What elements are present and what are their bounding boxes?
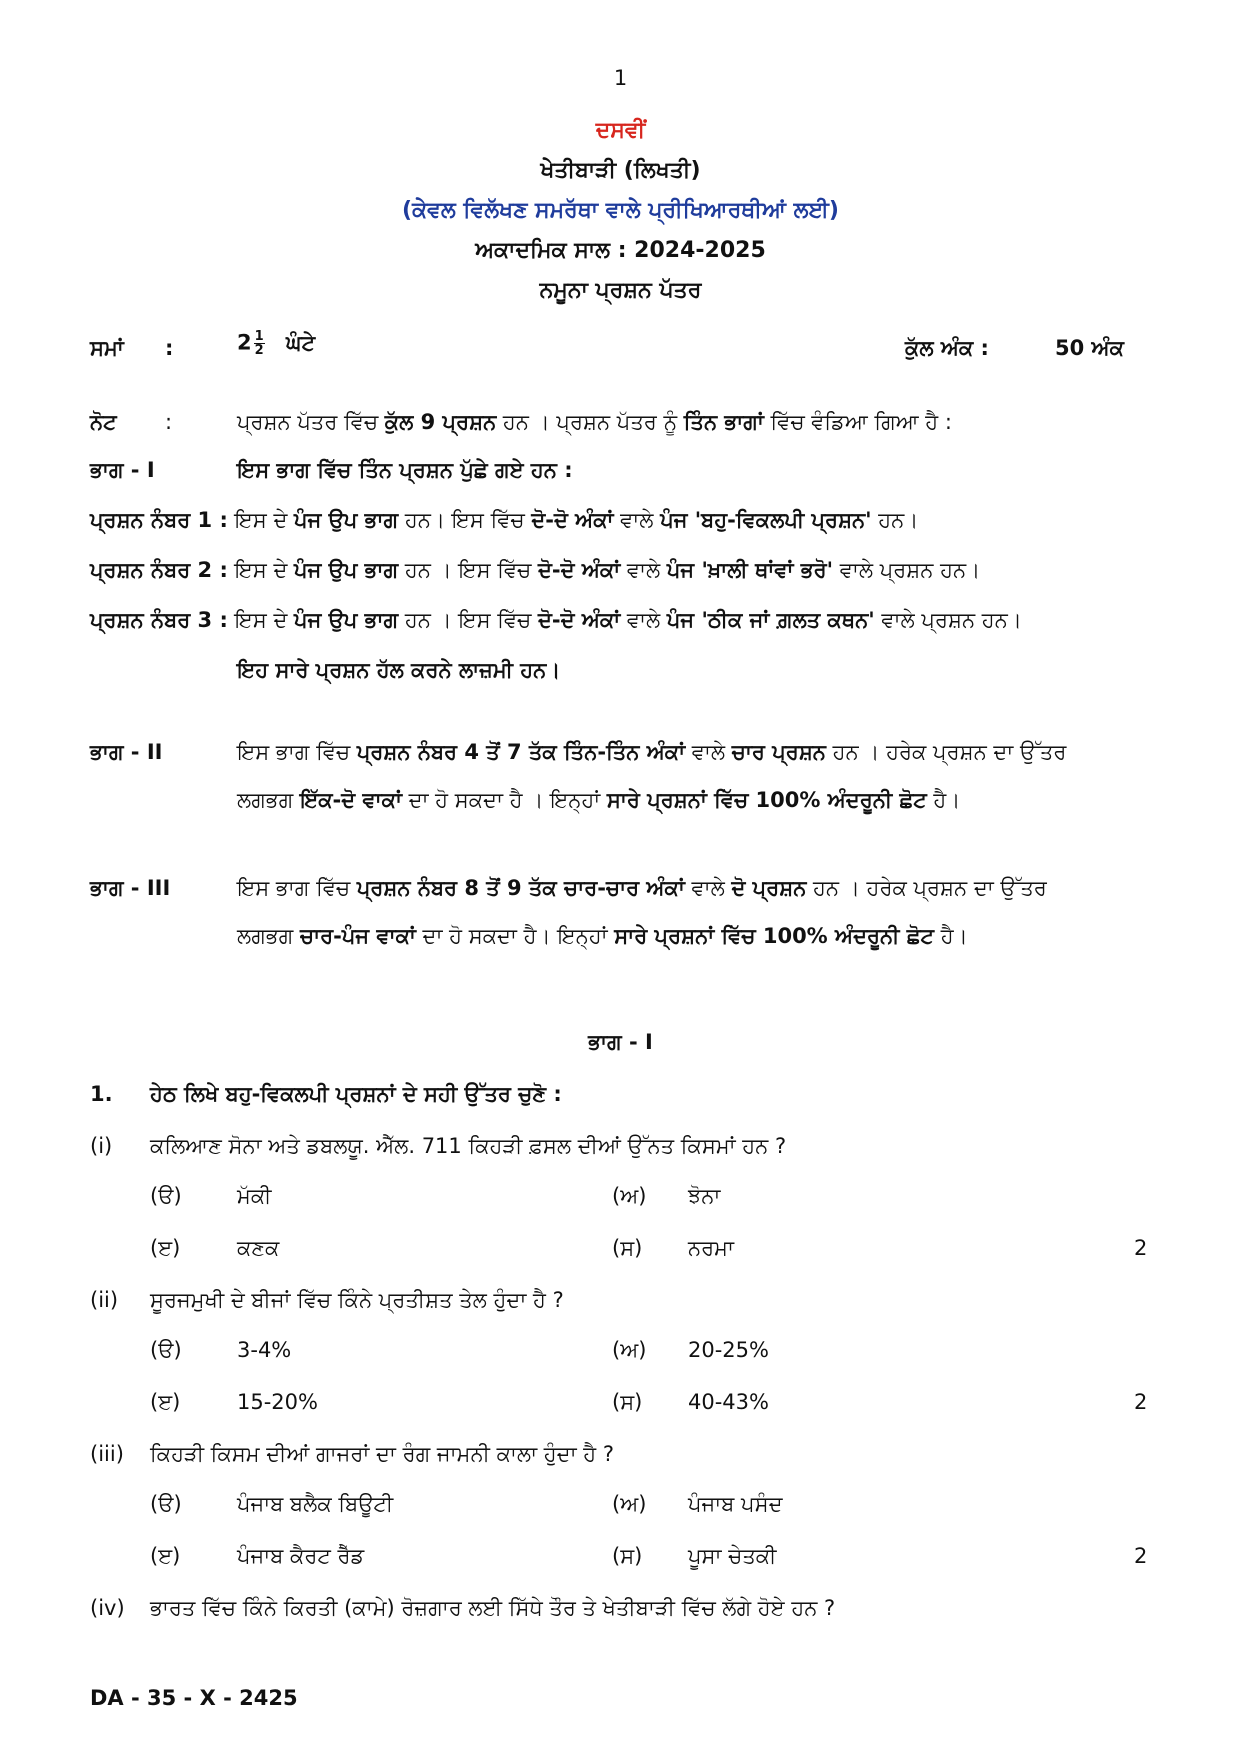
mcq-question: ਸੂਰਜਮੁਖੀ ਦੇ ਬੀਜਾਂ ਵਿੱਚ ਕਿੰਨੇ ਪ੍ਰਤੀਸ਼ਤ ਤੇਲ ਹੁੰਦਾ ਹੈ ? xyxy=(150,1288,564,1312)
p2-text: ਲਗਭਗ xyxy=(237,788,300,812)
p2-bold: ਪ੍ਰਸ਼ਨ ਨੰਬਰ 4 ਤੋਂ 7 ਤੱਕ ਤਿੰਨ-ਤਿੰਨ ਅੰਕਾਂ xyxy=(356,740,686,764)
q-line-text: ਵਾਲੇ ਪ੍ਰਸ਼ਨ ਹਨ। xyxy=(833,558,981,582)
section-heading: ਭਾਗ - I xyxy=(588,1030,653,1054)
q-line-bold: ਪੰਜ ਉਪ ਭਾਗ xyxy=(294,608,399,632)
q-line-bold: ਪੰਜ 'ਠੀਕ ਜਾਂ ਗ਼ਲਤ ਕਥਨ' xyxy=(666,608,875,632)
q-line-text: ਇਸ ਦੇ xyxy=(227,558,295,582)
mcq-question: ਕਿਹੜੀ ਕਿਸਮ ਦੀਆਂ ਗਾਜਰਾਂ ਦਾ ਰੰਗ ਜਾਮਨੀ ਕਾਲਾ ਹੁੰਦਾ ਹੈ ? xyxy=(150,1442,614,1466)
q-line-text: ਵਾਲੇ xyxy=(620,558,667,582)
q-line-bold: ਪੰਜ 'ਬਹੁ-ਵਿਕਲਪੀ ਪ੍ਰਸ਼ਨ' xyxy=(660,508,872,532)
p2-text: ਹਨ । ਹਰੇਕ ਪ੍ਰਸ਼ਨ ਦਾ ਉੱਤਰ xyxy=(825,740,1067,764)
p2-text: ਦਾ ਹੋ ਸਕਦਾ ਹੈ । ਇਨ੍ਹਾਂ xyxy=(401,788,607,812)
question-line-1 xyxy=(90,508,918,533)
time-whole: 2 xyxy=(237,330,252,355)
option-value: ਪੰਜਾਬ ਪਸੰਦ xyxy=(688,1492,783,1516)
p2-text: ਹੈ। xyxy=(926,788,961,812)
question-line-2 xyxy=(90,558,980,583)
p3-bold: ਦੋ ਪ੍ਰਸ਼ਨ xyxy=(731,876,807,900)
class-title: ਦਸਵੀਂ xyxy=(595,118,646,143)
option-value: ਪੰਜਾਬ ਬਲੈਕ ਬਿਊਟੀ xyxy=(237,1492,394,1516)
mcq-marks: 2 xyxy=(1134,1236,1148,1260)
option-key: (ਸ) xyxy=(612,1544,643,1568)
compulsory-note: ਇਹ ਸਾਰੇ ਪ੍ਰਸ਼ਨ ਹੱਲ ਕਰਨੇ ਲਾਜ਼ਮੀ ਹਨ। xyxy=(237,658,561,682)
part2-label: ਭਾਗ - II xyxy=(90,740,163,764)
note-colon: : xyxy=(165,410,173,434)
q-line-bold: ਪੰਜ 'ਖ਼ਾਲੀ ਥਾਂਵਾਂ ਭਰੋ' xyxy=(666,558,834,582)
mcq-number: (i) xyxy=(90,1134,113,1158)
footer-code: DA - 35 - X - 2425 xyxy=(90,1686,298,1710)
p2-bold: ਚਾਰ ਪ੍ਰਸ਼ਨ xyxy=(731,740,826,764)
q-line-text: ਵਾਲੇ xyxy=(613,508,661,532)
time-label: ਸਮਾਂ xyxy=(90,336,124,360)
paper-type: ਨਮੂਨਾ ਪ੍ਰਸ਼ਨ ਪੱਤਰ xyxy=(539,278,702,303)
q-line-bold: ਪੰਜ ਉਪ ਭਾਗ xyxy=(294,558,399,582)
part2-line-2 xyxy=(237,776,1167,824)
question-1-text: ਹੇਠ ਲਿਖੇ ਬਹੁ-ਵਿਕਲਪੀ ਪ੍ਰਸ਼ਨਾਂ ਦੇ ਸਹੀ ਉੱਤਰ ਚੁਣੋ : xyxy=(150,1082,562,1106)
mcq-number: (iii) xyxy=(90,1442,124,1466)
part2-line-1 xyxy=(237,728,1167,776)
option-key: (ੲ) xyxy=(150,1236,181,1260)
option-key: (ਅ) xyxy=(612,1338,647,1362)
part2-text xyxy=(237,728,1167,824)
q-line-text: ਹਨ। xyxy=(871,508,919,532)
p3-text: ਹੈ। xyxy=(934,924,968,948)
page-number: 1 xyxy=(613,66,628,90)
part1-label: ਭਾਗ - I xyxy=(90,458,155,482)
option-value: 20-25% xyxy=(688,1338,769,1362)
note-text xyxy=(237,410,952,435)
option-key: (ੲ) xyxy=(150,1390,181,1414)
option-value: ਕਣਕ xyxy=(237,1236,280,1260)
q-line-text: ਹਨ। ਇਸ ਵਿੱਚ xyxy=(398,508,532,532)
option-value: 3-4% xyxy=(237,1338,292,1362)
time-denominator: 2 xyxy=(254,343,264,358)
q-line-text: ਇਸ ਦੇ xyxy=(227,608,295,632)
question-line-3 xyxy=(90,608,1022,633)
option-value: ਮੱਕੀ xyxy=(237,1184,272,1208)
time-colon: : xyxy=(165,336,174,360)
option-key: (ਅ) xyxy=(612,1184,647,1208)
option-key: (ਸ) xyxy=(612,1390,643,1414)
subtitle: (ਕੇਵਲ ਵਿਲੱਖਣ ਸਮਰੱਥਾ ਵਾਲੇ ਪ੍ਰੀਖਿਆਰਥੀਆਂ ਲਈ) xyxy=(402,198,839,223)
p3-text: ਹਨ । ਹਰੇਕ ਪ੍ਰਸ਼ਨ ਦਾ ਉੱਤਰ xyxy=(806,876,1047,900)
mcq-question: ਕਲਿਆਣ ਸੋਨਾ ਅਤੇ ਡਬਲਯੂ. ਐੱਲ. 711 ਕਿਹੜੀ ਫ਼ਸਲ ਦੀਆਂ ਉੱਨਤ ਕਿਸਮਾਂ ਹਨ ? xyxy=(150,1134,787,1158)
option-key: (ੲ) xyxy=(150,1544,181,1568)
time-numerator: 1 xyxy=(254,329,264,344)
option-value: ਪੰਜਾਬ ਕੈਰਟ ਰੈੱਡ xyxy=(237,1544,365,1568)
p3-bold: ਸਾਰੇ ਪ੍ਰਸ਼ਨਾਂ ਵਿੱਚ 100% ਅੰਦਰੂਨੀ ਛੋਟ xyxy=(614,924,935,948)
q-line-label: ਪ੍ਰਸ਼ਨ ਨੰਬਰ 1 : xyxy=(90,508,228,532)
option-value: ਝੋਨਾ xyxy=(688,1184,721,1208)
q-line-text: ਵਾਲੇ ਪ੍ਰਸ਼ਨ ਹਨ। xyxy=(874,608,1022,632)
note-bold-1: ਕੁੱਲ 9 ਪ੍ਰਸ਼ਨ xyxy=(384,410,497,434)
p3-bold: ਚਾਰ-ਪੰਜ ਵਾਕਾਂ xyxy=(299,924,416,948)
option-key: (ਅ) xyxy=(612,1492,647,1516)
q-line-label: ਪ੍ਰਸ਼ਨ ਨੰਬਰ 3 : xyxy=(90,608,228,632)
p3-text: ਲਗਭਗ xyxy=(237,924,300,948)
q-line-bold: ਦੋ-ਦੋ ਅੰਕਾਂ xyxy=(531,508,614,532)
p3-text: ਵਾਲੇ xyxy=(684,876,732,900)
option-value: ਪੂਸਾ ਚੇਤਕੀ xyxy=(688,1544,777,1568)
part3-text xyxy=(237,864,1167,960)
part3-label: ਭਾਗ - III xyxy=(90,876,171,900)
time-unit: ਘੰਟੇ xyxy=(285,330,316,355)
mcq-question: ਭਾਰਤ ਵਿੱਚ ਕਿੰਨੇ ਕਿਰਤੀ (ਕਾਮੇ) ਰੋਜ਼ਗਾਰ ਲਈ ਸਿੱਧੇ ਤੌਰ ਤੇ ਖੇਤੀਬਾੜੀ ਵਿੱਚ ਲੱਗੇ ਹੋਏ ਹਨ ? xyxy=(150,1596,836,1620)
q-line-text: ਹਨ । ਇਸ ਵਿੱਚ xyxy=(398,608,539,632)
time-value xyxy=(237,330,315,357)
mcq-marks: 2 xyxy=(1134,1390,1148,1414)
note-label: ਨੋਟ xyxy=(90,410,117,434)
part1-text: ਇਸ ਭਾਗ ਵਿੱਚ ਤਿੰਨ ਪ੍ਰਸ਼ਨ ਪੁੱਛੇ ਗਏ ਹਨ : xyxy=(237,458,573,482)
note-bold-2: ਤਿੰਨ ਭਾਗਾਂ xyxy=(683,410,764,434)
note-text-1: ਪ੍ਰਸ਼ਨ ਪੱਤਰ ਵਿੱਚ xyxy=(237,410,385,434)
p2-text: ਵਾਲੇ xyxy=(685,740,732,764)
option-value: ਨਰਮਾ xyxy=(688,1236,734,1260)
option-value: 40-43% xyxy=(688,1390,769,1414)
q-line-bold: ਦੋ-ਦੋ ਅੰਕਾਂ xyxy=(538,608,621,632)
p2-bold: ਸਾਰੇ ਪ੍ਰਸ਼ਨਾਂ ਵਿੱਚ 100% ਅੰਦਰੂਨੀ ਛੋਟ xyxy=(606,788,927,812)
q-line-bold: ਦੋ-ਦੋ ਅੰਕਾਂ xyxy=(538,558,621,582)
option-key: (ੳ) xyxy=(150,1492,182,1516)
q-line-bold: ਪੰਜ ਉਪ ਭਾਗ xyxy=(294,508,399,532)
part3-line-2 xyxy=(237,912,1167,960)
subject-title: ਖੇਤੀਬਾੜੀ (ਲਿਖਤੀ) xyxy=(540,158,701,183)
q-line-text: ਇਸ ਦੇ xyxy=(227,508,295,532)
option-key: (ੳ) xyxy=(150,1338,182,1362)
mcq-number: (iv) xyxy=(90,1596,125,1620)
note-text-3: ਵਿੱਚ ਵੰਡਿਆ ਗਿਆ ਹੈ : xyxy=(763,410,952,434)
q-line-text: ਹਨ । ਇਸ ਵਿੱਚ xyxy=(398,558,539,582)
p3-text: ਦਾ ਹੋ ਸਕਦਾ ਹੈ। ਇਨ੍ਹਾਂ xyxy=(415,924,615,948)
option-value: 15-20% xyxy=(237,1390,318,1414)
total-marks-value: 50 ਅੰਕ xyxy=(1055,336,1124,360)
option-key: (ੳ) xyxy=(150,1184,182,1208)
option-key: (ਸ) xyxy=(612,1236,643,1260)
q-line-text: ਵਾਲੇ xyxy=(620,608,667,632)
total-marks-label: ਕੁੱਲ ਅੰਕ : xyxy=(905,336,989,360)
mcq-number: (ii) xyxy=(90,1288,119,1312)
academic-year: ਅਕਾਦਮਿਕ ਸਾਲ : 2024-2025 xyxy=(475,238,766,263)
time-fraction xyxy=(254,330,265,357)
p3-text: ਇਸ ਭਾਗ ਵਿੱਚ xyxy=(237,876,357,900)
note-text-2: ਹਨ । ਪ੍ਰਸ਼ਨ ਪੱਤਰ ਨੂੰ xyxy=(496,410,684,434)
p2-bold: ਇੱਕ-ਦੋ ਵਾਕਾਂ xyxy=(299,788,402,812)
p3-bold: ਪ੍ਰਸ਼ਨ ਨੰਬਰ 8 ਤੋਂ 9 ਤੱਕ ਚਾਰ-ਚਾਰ ਅੰਕਾਂ xyxy=(356,876,685,900)
p2-text: ਇਸ ਭਾਗ ਵਿੱਚ xyxy=(237,740,357,764)
part3-line-1 xyxy=(237,864,1167,912)
mcq-marks: 2 xyxy=(1134,1544,1148,1568)
question-1-number: 1. xyxy=(90,1082,113,1106)
q-line-label: ਪ੍ਰਸ਼ਨ ਨੰਬਰ 2 : xyxy=(90,558,228,582)
